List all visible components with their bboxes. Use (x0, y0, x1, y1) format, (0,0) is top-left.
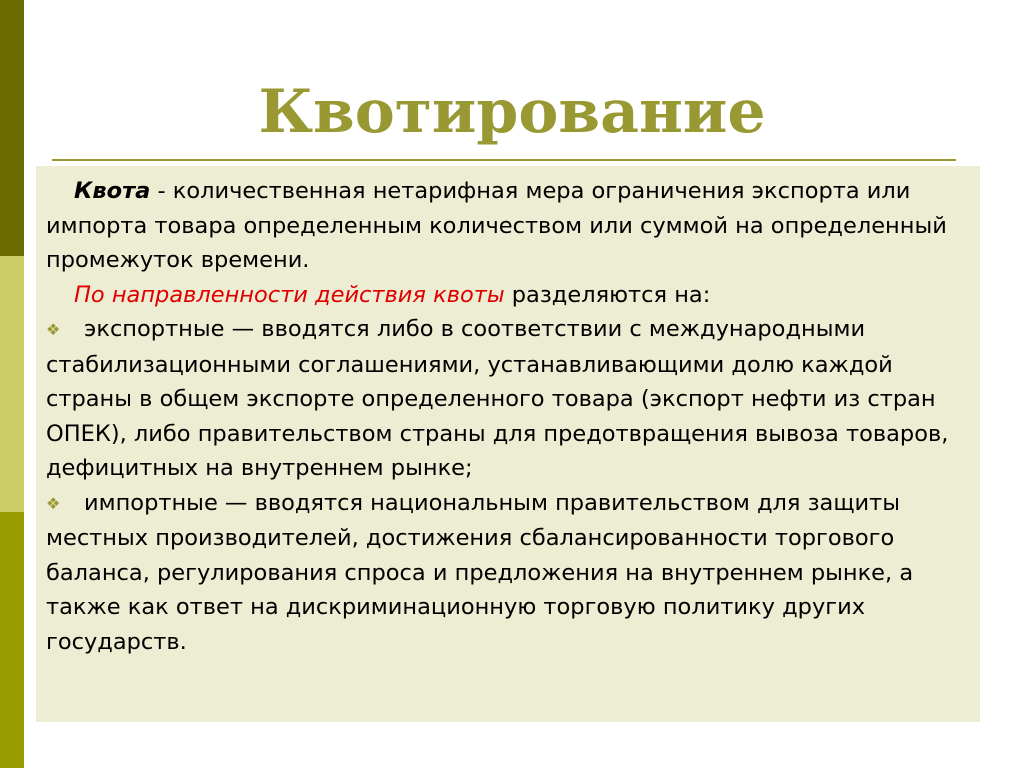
diamond-bullet-icon: ❖ (46, 493, 61, 513)
slide-title: Квотирование (258, 77, 766, 147)
classification-emphasis: По направленности действия квоты (74, 281, 505, 308)
side-stripe-middle (0, 256, 24, 512)
diamond-bullet-icon: ❖ (46, 320, 61, 339)
title-divider (52, 159, 956, 161)
bullet-term-import: импортные (84, 489, 218, 516)
bullet-term-export: экспортные (84, 316, 225, 342)
bullet-text-export: — вводятся либо в соответствии с международными стабилизационными соглашениями, устанавливающими долю каждой страны в общем экспорте определенного товара (экспорт нефти из стран ОПЕК), либо правительством страны для предотвращения вывоза товаров, дефицитных на внутреннем рынке; (46, 316, 949, 481)
definition-paragraph (46, 174, 970, 278)
bullet-item-import (46, 486, 970, 660)
definition-term: Квота (74, 178, 151, 204)
content-box (36, 166, 980, 722)
bullet-item-export (46, 312, 970, 486)
side-stripe-bottom (0, 512, 24, 768)
definition-text: - количественная нетарифная мера ограничения экспорта или импорта товара определенным количеством или суммой на определенный промежуток времени. (46, 178, 947, 273)
classification-paragraph (46, 278, 970, 313)
bullet-text-import: — вводятся национальным правительством для защиты местных производителей, достижения сбалансированности торгового баланса, регулирования спроса и предложения на внутреннем рынке, а также как ответ на дискриминационную торговую политику других государств. (46, 489, 914, 655)
classification-text: разделяются на: (504, 281, 711, 308)
